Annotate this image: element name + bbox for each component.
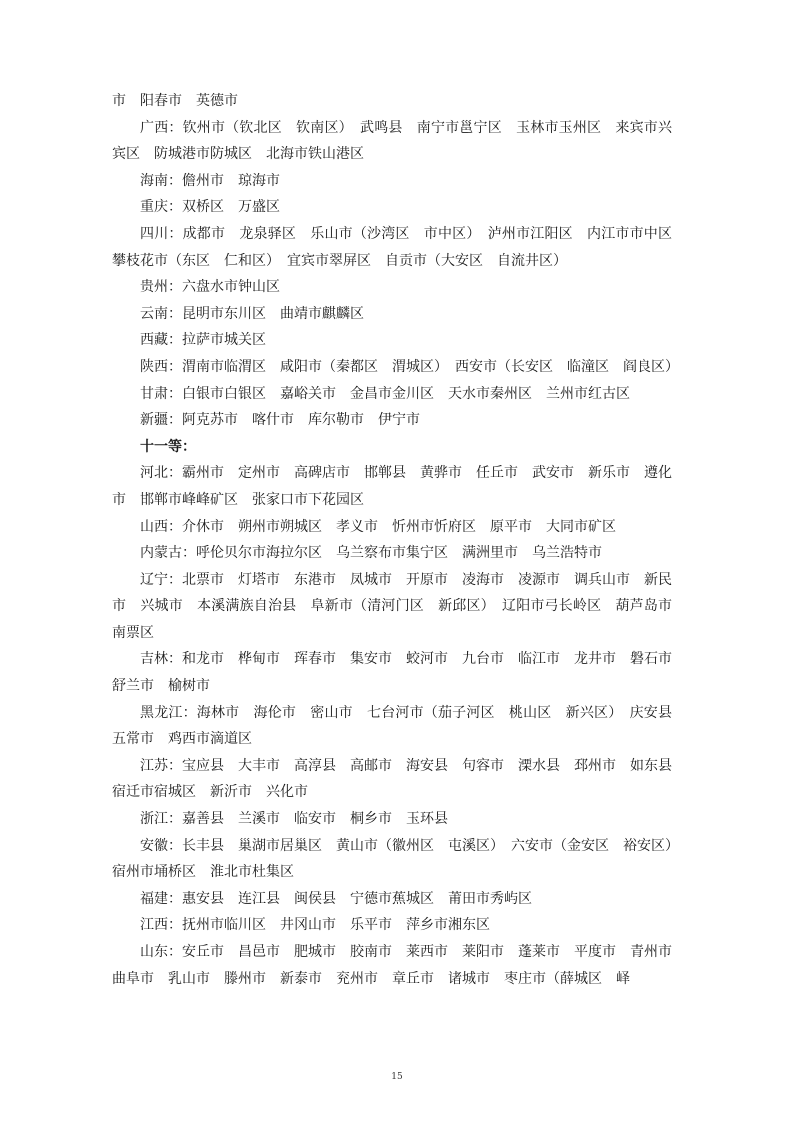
paragraph: 山东：安丘市 昌邑市 肥城市 胶南市 莱西市 莱阳市 蓬莱市 平度市 青州市 曲阜市 乳山市 滕州市 新泰市 兖州市 章丘市 诸城市 枣庄市（薛城区 峄 — [112, 944, 686, 987]
paragraph: 江苏：宝应县 大丰市 高淳县 高邮市 海安县 句容市 溧水县 邳州市 如东县 宿迁市宿城区 新沂市 兴化市 — [112, 757, 686, 801]
paragraph: 陕西：渭南市临渭区 咸阳市（秦都区 渭城区） 西安市（长安区 临潼区 阎良区） — [140, 358, 679, 375]
paragraph: 云南：昆明市东川区 曲靖市麒麟区 — [140, 305, 364, 322]
paragraph: 山西：介休市 朔州市朔城区 孝义市 忻州市忻府区 原平市 大同市矿区 — [140, 518, 616, 535]
paragraph: 河北：霸州市 定州市 高碑店市 邯郸县 黄骅市 任丘市 武安市 新乐市 遵化市 邯郸市峰峰矿区 张家口市下花园区 — [112, 465, 672, 508]
paragraph: 吉林：和龙市 桦甸市 珲春市 集安市 蛟河市 九台市 临江市 龙井市 磐石市 舒兰市 榆树市 — [112, 651, 686, 695]
paragraph: 江西：抚州市临川区 井冈山市 乐平市 萍乡市湘东区 — [140, 917, 490, 934]
paragraph: 四川：成都市 龙泉驿区 乐山市（沙湾区 市中区） 泸州市江阳区 内江市市中区 攀枝花市（东区 仁和区） 宜宾市翠屏区 自贡市（大安区 自流井区） — [112, 225, 686, 269]
paragraph: 市 阳春市 英德市 — [112, 93, 238, 109]
paragraph: 海南：儋州市 琼海市 — [140, 172, 280, 189]
paragraph: 广西：钦州市（钦北区 钦南区） 武鸣县 南宁市邕宁区 玉林市玉州区 来宾市兴宾区 防城港市防城区 北海市铁山港区 — [112, 119, 672, 163]
paragraph: 甘肃：白银市白银区 嘉峪关市 金昌市金川区 天水市秦州区 兰州市红古区 — [140, 385, 630, 402]
section-heading: 十一等： — [140, 438, 196, 455]
paragraph: 西藏：拉萨市城关区 — [140, 332, 266, 349]
paragraph: 新疆：阿克苏市 喀什市 库尔勒市 伊宁市 — [140, 412, 420, 429]
paragraph: 浙江：嘉善县 兰溪市 临安市 桐乡市 玉环县 — [140, 811, 448, 828]
paragraph: 黑龙江：海林市 海伦市 密山市 七台河市（茄子河区 桃山区 新兴区） 庆安县 五常市 鸡西市滴道区 — [112, 704, 686, 748]
paragraph: 辽宁：北票市 灯塔市 东港市 凤城市 开原市 凌海市 凌源市 调兵山市 新民市 兴城市 本溪满族自治县 阜新市（清河门区 新邱区） 辽阳市弓长岭区 葫芦岛市南票区 — [112, 571, 672, 641]
document-body — [112, 88, 686, 992]
paragraph: 贵州：六盘水市钟山区 — [140, 279, 280, 296]
paragraph: 福建：惠安县 连江县 闽侯县 宁德市蕉城区 莆田市秀屿区 — [140, 890, 532, 907]
paragraph: 内蒙古：呼伦贝尔市海拉尔区 乌兰察布市集宁区 满洲里市 乌兰浩特市 — [140, 545, 602, 562]
paragraph: 安徽：长丰县 巢湖市居巢区 黄山市（徽州区 屯溪区） 六安市（金安区 裕安区） 宿州市埇桥区 淮北市杜集区 — [112, 837, 686, 881]
page-number: 15 — [391, 1072, 403, 1082]
paragraph: 重庆：双桥区 万盛区 — [140, 199, 280, 216]
